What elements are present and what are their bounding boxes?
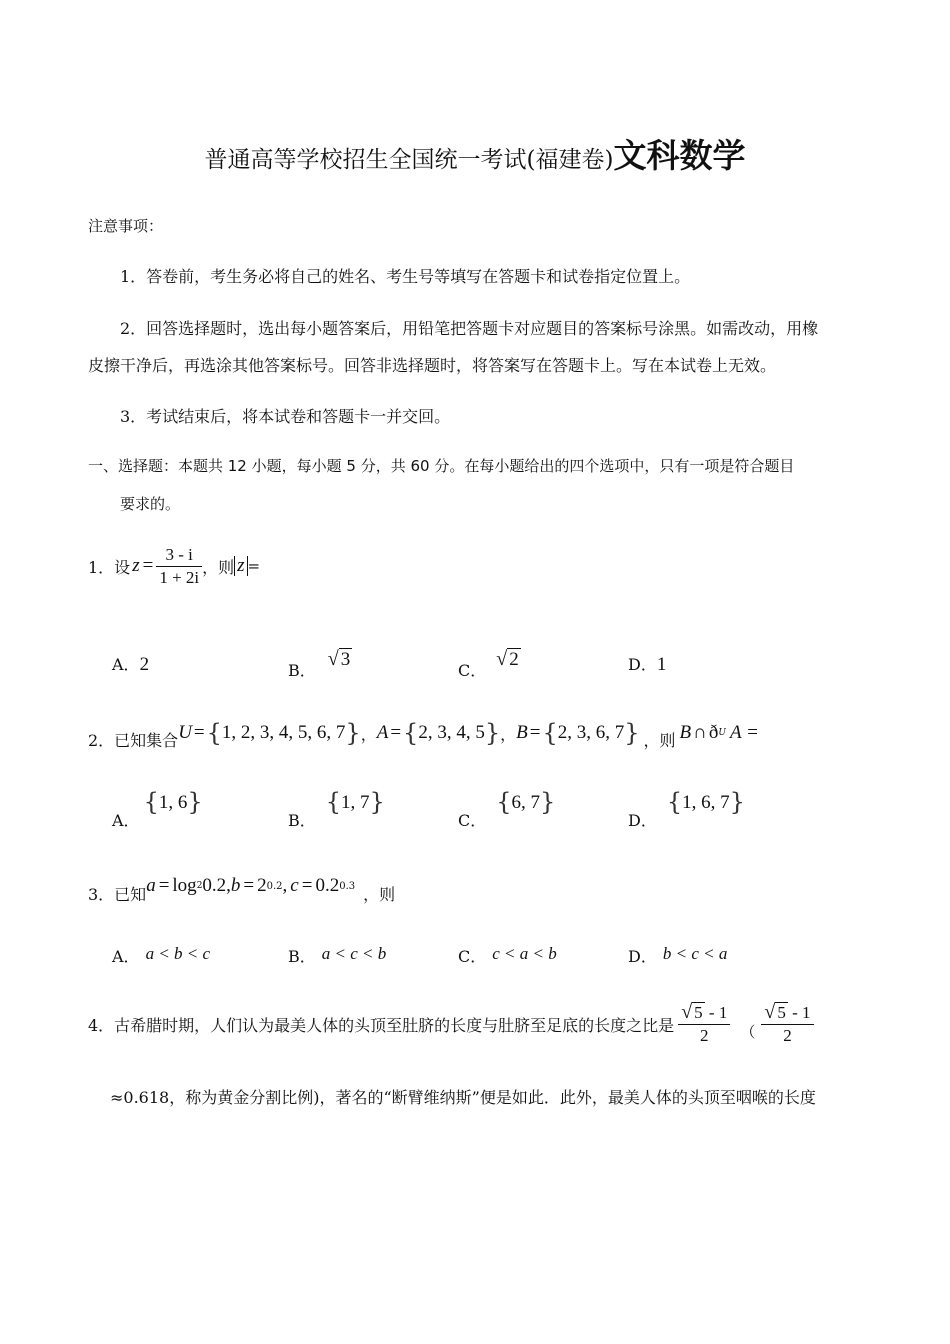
section-heading-line-2: 要求的。	[120, 495, 181, 513]
question-4	[88, 996, 814, 1052]
q2-option-c-label: C．	[458, 811, 487, 830]
q4-text: 4．古希腊时期，人们认为最美人体的头顶至肚脐的长度与肚脐至足底的长度之比是	[88, 1015, 675, 1035]
q2-a-name: A	[376, 722, 389, 743]
q1-tail: =	[247, 557, 261, 575]
q1-option-a[interactable]	[112, 652, 149, 676]
q3-option-b-value: a < c < b	[321, 944, 387, 963]
q1-numerator: 3 - i	[156, 544, 202, 567]
q3-option-c-label: C．	[458, 947, 487, 966]
q2-option-d-set: 1, 6, 7	[682, 792, 730, 813]
q1-option-a-label: A．	[112, 655, 140, 674]
notice-item-2-line-1: 2．回答选择题时，选出每小题答案后，用铅笔把答题卡对应题目的答案标号涂黑。如需改动，用橡	[120, 319, 819, 338]
q1-option-d[interactable]	[628, 652, 666, 676]
q2-option-d-label: D．	[628, 811, 657, 830]
q2-complement: ð	[708, 722, 719, 743]
q4-fraction-1-radicand: 5	[694, 1003, 703, 1022]
q3-b-base: 2	[257, 875, 267, 896]
q2-option-d[interactable]: D． {1, 6, 7}	[628, 788, 745, 830]
q2-b-name: B	[516, 722, 528, 743]
q3-option-d[interactable]	[628, 944, 727, 967]
q4-fraction-1-rest: - 1	[704, 1003, 728, 1022]
q3-prefix: 3．已知	[88, 884, 147, 904]
q2-option-c[interactable]: C． {6, 7}	[458, 788, 556, 830]
q2-expr-b: B	[679, 722, 692, 743]
q3-option-b[interactable]	[288, 944, 386, 967]
q1-abs-variable: z	[237, 555, 245, 576]
q3-option-d-value: b < c < a	[662, 944, 728, 963]
q3-a-log: log	[172, 875, 197, 896]
q3-option-c[interactable]	[458, 944, 557, 967]
q1-option-a-value: 2	[139, 654, 150, 675]
question-2: 2．已知集合 U = { 1, 2, 3, 4, 5, 6, 7 } ， A = { 2, 3, 4, 5 } ， B = { 2, 3, 6, 7 } ，则 B ∩ ð U A =	[88, 719, 759, 750]
q3-b-exp: 0.2	[266, 880, 283, 892]
q2-option-b-label: B．	[288, 811, 316, 830]
q1-absolute-value	[234, 556, 247, 576]
q3-option-a-value: a < b < c	[145, 944, 211, 963]
q2-cap: ∩	[693, 722, 707, 743]
q3-tail: ，则	[363, 884, 396, 904]
notice-item-3: 3．考试结束后，将本试卷和答题卡一并交回。	[120, 407, 451, 426]
q2-b-set: 2, 3, 6, 7	[557, 722, 625, 743]
q4-paren: （	[740, 1022, 756, 1041]
q2-prefix: 2．已知集合	[88, 730, 179, 750]
q4-fraction-2: $\frac{√ 5 - 1}{2}$	[761, 1001, 813, 1047]
title-text: 普通高等学校招生全国统一考试(福建卷)	[204, 147, 614, 173]
q1-fraction	[156, 544, 202, 589]
q2-option-a-set: 1, 6	[158, 792, 188, 813]
q3-option-a[interactable]	[112, 944, 210, 967]
question-1	[88, 540, 260, 592]
q1-option-d-label: D．	[628, 655, 657, 674]
q3-option-a-label: A．	[112, 947, 140, 966]
q1-prefix: 1．设	[88, 557, 131, 577]
q3-option-c-value: c < a < b	[492, 944, 557, 963]
q1-option-c-radicand: 2	[509, 649, 519, 670]
question-3: 3．已知 a = log 2 0.2, b = 2 0.2 , c = 0.2 0.3 ，则	[88, 875, 396, 904]
q1-mid: ，则	[202, 557, 235, 577]
q2-a-set: 2, 3, 4, 5	[418, 722, 485, 743]
q2-option-b[interactable]: B． {1, 7}	[288, 788, 385, 830]
q3-option-d-label: D．	[628, 947, 657, 966]
q3-c-name: c	[290, 875, 299, 896]
q2-option-c-set: 6, 7	[511, 792, 541, 813]
q2-sep-1: ，	[360, 724, 377, 744]
q2-complement-sub: U	[718, 728, 726, 738]
q1-option-b-radicand: 3	[340, 649, 351, 670]
q3-a-arg: 0.2,	[202, 875, 231, 896]
q3-a-name: a	[146, 875, 156, 896]
title-emphasis: 文科数学	[613, 136, 746, 175]
page-title	[0, 130, 950, 177]
q2-mid: ，则	[643, 730, 676, 750]
q1-option-b-sqrt: √ 3	[327, 648, 351, 670]
q1-denominator: 1 + 2i	[159, 567, 200, 587]
q4-fraction-1-denominator: 2	[700, 1026, 709, 1045]
q2-sep-2: ，	[500, 724, 517, 744]
q1-option-b[interactable]	[288, 644, 352, 681]
q2-expr-a: A =	[729, 722, 759, 743]
q1-option-c[interactable]	[458, 644, 521, 681]
q3-c-exp: 0.3	[339, 880, 356, 892]
q4-fraction-2-rest: - 1	[787, 1003, 811, 1022]
q1-option-b-label: B．	[288, 661, 316, 680]
q4-line-2: ≈0.618，称为黄金分割比例)，著名的“断臂维纳斯”便是如此．此外，最美人体的头顶至咽喉的长度	[110, 1088, 816, 1107]
q2-option-a[interactable]: A． {1, 6}	[112, 788, 203, 830]
q4-fraction-2-denominator: 2	[783, 1026, 792, 1045]
q2-u-name: U	[178, 722, 192, 743]
q1-equals: =	[142, 555, 154, 576]
q4-fraction-1: $\frac{√ 5 - 1}{2}$	[678, 1001, 730, 1047]
q3-a-base: 2	[196, 881, 203, 891]
q1-option-c-label: C．	[458, 661, 487, 680]
notice-heading: 注意事项：	[88, 217, 164, 235]
q2-option-b-set: 1, 7	[341, 792, 370, 813]
q1-option-d-value: 1	[656, 654, 667, 675]
q3-b-name: b	[230, 875, 241, 896]
q2-option-a-label: A．	[112, 811, 140, 830]
q1-option-c-sqrt: √ 2	[496, 648, 519, 670]
notice-item-1: 1．答卷前，考生务必将自己的姓名、考生号等填写在答题卡和试卷指定位置上。	[120, 267, 691, 286]
notice-item-2-line-2: 皮擦干净后，再选涂其他答案标号。回答非选择题时，将答案写在答题卡上。写在本试卷上无效。	[88, 356, 777, 375]
q3-option-b-label: B．	[288, 947, 316, 966]
q1-variable: z	[132, 555, 140, 576]
q2-u-set: 1, 2, 3, 4, 5, 6, 7	[221, 722, 346, 743]
q3-c-base: 0.2	[315, 875, 340, 896]
q4-fraction-2-radicand: 5	[777, 1003, 786, 1022]
section-heading-line-1: 一、选择题：本题共 12 小题，每小题 5 分，共 60 分。在每小题给出的四个选项中，只有一项是符合题目	[88, 457, 795, 475]
